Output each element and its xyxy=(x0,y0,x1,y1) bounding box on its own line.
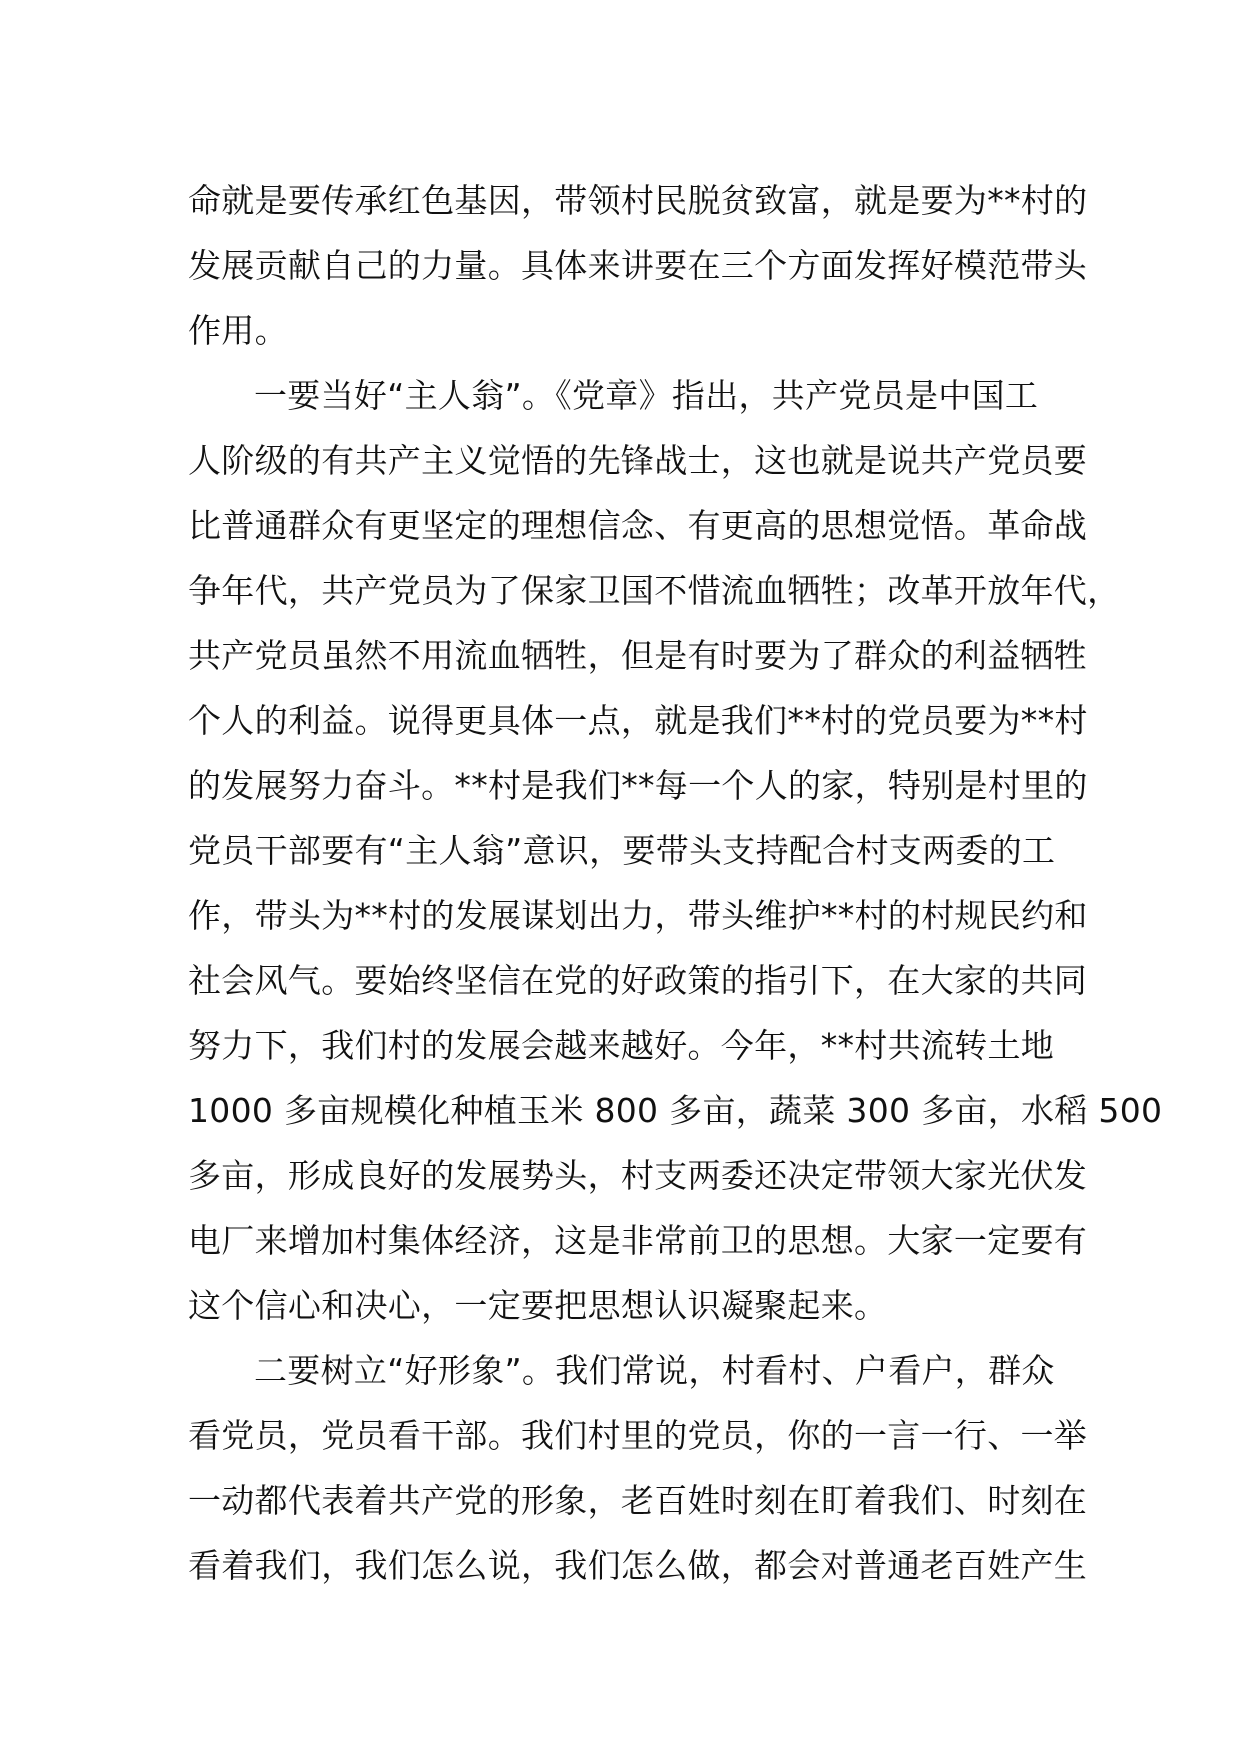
text-line: 命就是要传承红色基因，带领村民脱贫致富，就是要为**村的 xyxy=(188,181,1088,220)
text-line: 二要树立“好形象”。我们常说，村看村、户看户，群众 xyxy=(254,1351,1055,1390)
text-line: 这个信心和决心，一定要把思想认识凝聚起来。 xyxy=(188,1286,888,1325)
text-line: 1000 多亩规模化种植玉米 800 多亩，蔬菜 300 多亩，水稻 500 xyxy=(188,1091,1163,1130)
text-line: 一要当好“主人翁”。《党章》指出，共产党员是中国工 xyxy=(254,376,1039,415)
text-line: 发展贡献自己的力量。具体来讲要在三个方面发挥好模范带头 xyxy=(188,246,1088,285)
text-line: 的发展努力奋斗。**村是我们**每一个人的家，特别是村里的 xyxy=(188,766,1088,805)
text-line: 一动都代表着共产党的形象，老百姓时刻在盯着我们、时刻在 xyxy=(188,1481,1088,1520)
text-line: 作用。 xyxy=(188,311,288,350)
text-line: 看党员，党员看干部。我们村里的党员，你的一言一行、一举 xyxy=(188,1416,1088,1455)
text-line: 看着我们，我们怎么说，我们怎么做，都会对普通老百姓产生 xyxy=(188,1546,1088,1585)
text-line: 人阶级的有共产主义觉悟的先锋战士，这也就是说共产党员要 xyxy=(188,441,1088,480)
body-text xyxy=(188,168,1163,1598)
text-line: 多亩，形成良好的发展势头，村支两委还决定带领大家光伏发 xyxy=(188,1156,1088,1195)
text-line: 个人的利益。说得更具体一点，就是我们**村的党员要为**村 xyxy=(188,701,1088,740)
text-line: 比普通群众有更坚定的理想信念、有更高的思想觉悟。革命战 xyxy=(188,506,1088,545)
text-line: 电厂来增加村集体经济，这是非常前卫的思想。大家一定要有 xyxy=(188,1221,1088,1260)
text-line: 共产党员虽然不用流血牺牲，但是有时要为了群众的利益牺牲 xyxy=(188,636,1088,675)
text-line: 作，带头为**村的发展谋划出力，带头维护**村的村规民约和 xyxy=(188,896,1088,935)
text-line: 努力下，我们村的发展会越来越好。今年，**村共流转土地 xyxy=(188,1026,1055,1065)
text-line: 社会风气。要始终坚信在党的好政策的指引下，在大家的共同 xyxy=(188,961,1088,1000)
text-line: 争年代，共产党员为了保家卫国不惜流血牺牲；改革开放年代， xyxy=(188,571,1121,610)
text-line: 党员干部要有“主人翁”意识，要带头支持配合村支两委的工 xyxy=(188,831,1056,870)
